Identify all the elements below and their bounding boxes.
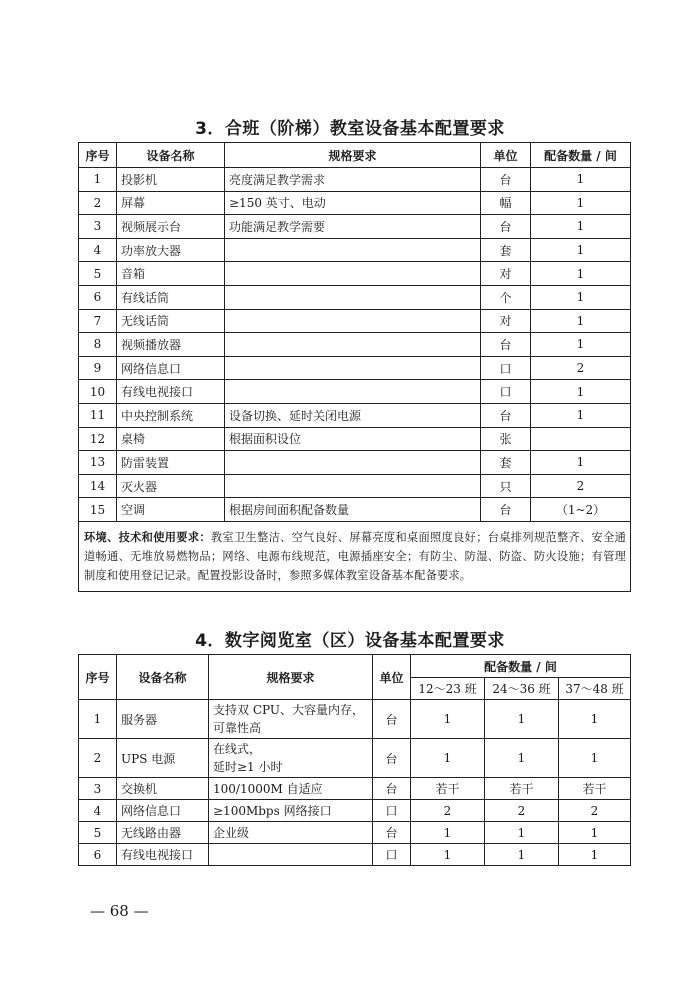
spec-requirement (225, 474, 481, 498)
row-number: 13 (79, 451, 117, 475)
spec-line: 企业级 (213, 825, 250, 840)
header-spec: 规格要求 (209, 655, 373, 700)
quantity-24-36: 2 (485, 800, 559, 822)
page-number: — 68 — (90, 902, 149, 920)
header-qty-group: 配备数量 / 间 (411, 655, 631, 678)
spec-requirement: 根据面积设位 (225, 427, 481, 451)
spec-requirement (209, 778, 373, 800)
table-row (79, 451, 631, 475)
table-row (79, 309, 631, 333)
quantity: 2 (531, 474, 631, 498)
spec-requirement (225, 262, 481, 286)
spec-line: 100/1000M 自适应 (213, 781, 323, 796)
unit: 台 (481, 333, 531, 357)
row-number: 5 (79, 262, 117, 286)
subheader-24-36: 24～36 班 (485, 678, 559, 700)
table-row (79, 498, 631, 522)
quantity-37-48: 若干 (559, 778, 631, 800)
row-number: 5 (79, 822, 117, 844)
table-header-row (79, 143, 631, 168)
quantity: 1 (531, 451, 631, 475)
table-row (79, 285, 631, 309)
unit: 套 (481, 451, 531, 475)
header-name: 设备名称 (117, 655, 209, 700)
quantity-12-23: 1 (411, 700, 485, 739)
unit: 台 (481, 168, 531, 192)
equipment-name: 桌椅 (117, 427, 225, 451)
spec-requirement: ≥150 英寸、电动 (225, 191, 481, 215)
spec-line: ≥100Mbps 网络接口 (213, 803, 332, 818)
spec-line: 可靠性高 (213, 721, 262, 735)
row-number: 7 (79, 309, 117, 333)
subheader-12-23: 12～23 班 (411, 678, 485, 700)
quantity: 1 (531, 309, 631, 333)
row-number: 2 (79, 739, 117, 778)
equipment-name: 无线路由器 (117, 822, 209, 844)
table-row (79, 356, 631, 380)
table-row (79, 380, 631, 404)
table-row (79, 739, 631, 778)
spec-line: 在线式， (213, 742, 262, 756)
row-number: 1 (79, 700, 117, 739)
unit: 台 (373, 778, 411, 800)
equipment-name: 视频展示台 (117, 215, 225, 239)
unit: 套 (481, 238, 531, 262)
header-unit: 单位 (373, 655, 411, 700)
quantity-37-48: 1 (559, 844, 631, 866)
table-row (79, 474, 631, 498)
quantity: （1~2） (531, 498, 631, 522)
quantity: 1 (531, 262, 631, 286)
section-4-title: 4．数字阅览室（区）设备基本配置要求 (195, 631, 505, 651)
spec-requirement: 功能满足教学需要 (225, 215, 481, 239)
spec-requirement: 亮度满足教学需求 (225, 168, 481, 192)
quantity-24-36: 1 (485, 844, 559, 866)
equipment-name: UPS 电源 (117, 739, 209, 778)
unit: 口 (481, 380, 531, 404)
spec-requirement (209, 800, 373, 822)
unit: 只 (481, 474, 531, 498)
note-label: 环境、技术和使用要求： (84, 530, 211, 544)
unit: 口 (373, 800, 411, 822)
row-number: 6 (79, 285, 117, 309)
quantity-37-48: 2 (559, 800, 631, 822)
row-number: 15 (79, 498, 117, 522)
quantity: 1 (531, 380, 631, 404)
spec-requirement (209, 822, 373, 844)
spec-requirement: 根据房间面积配备数量 (225, 498, 481, 522)
unit: 个 (481, 285, 531, 309)
quantity: 1 (531, 168, 631, 192)
unit: 口 (373, 844, 411, 866)
spec-requirement (225, 356, 481, 380)
quantity-37-48: 1 (559, 822, 631, 844)
quantity-24-36: 若干 (485, 778, 559, 800)
equipment-name: 投影机 (117, 168, 225, 192)
table-row (79, 333, 631, 357)
spec-requirement (225, 285, 481, 309)
quantity: 2 (531, 356, 631, 380)
quantity-12-23: 1 (411, 844, 485, 866)
table-row (79, 800, 631, 822)
quantity-12-23: 2 (411, 800, 485, 822)
unit: 台 (481, 498, 531, 522)
quantity-12-23: 1 (411, 739, 485, 778)
section-3-title: 3．合班（阶梯）教室设备基本配置要求 (195, 119, 505, 139)
unit: 幅 (481, 191, 531, 215)
quantity: 1 (531, 215, 631, 239)
equipment-name: 有线电视接口 (117, 380, 225, 404)
table-row (79, 778, 631, 800)
equipment-name: 功率放大器 (117, 238, 225, 262)
spec-requirement (225, 238, 481, 262)
row-number: 10 (79, 380, 117, 404)
unit: 对 (481, 309, 531, 333)
unit: 台 (481, 215, 531, 239)
spec-requirement (225, 309, 481, 333)
header-name: 设备名称 (117, 143, 225, 168)
equipment-name: 有线电视接口 (117, 844, 209, 866)
spec-requirement (209, 739, 373, 778)
row-number: 3 (79, 215, 117, 239)
unit: 张 (481, 427, 531, 451)
equipment-name: 网络信息口 (117, 356, 225, 380)
quantity-37-48: 1 (559, 739, 631, 778)
table-row (79, 844, 631, 866)
spec-requirement (209, 700, 373, 739)
digital-reading-room-table (78, 654, 631, 866)
row-number: 12 (79, 427, 117, 451)
equipment-name: 中央控制系统 (117, 403, 225, 427)
equipment-name: 网络信息口 (117, 800, 209, 822)
row-number: 4 (79, 800, 117, 822)
spec-requirement (225, 333, 481, 357)
row-number: 9 (79, 356, 117, 380)
equipment-name: 视频播放器 (117, 333, 225, 357)
equipment-name: 有线话筒 (117, 285, 225, 309)
row-number: 2 (79, 191, 117, 215)
spec-requirement: 设备切换、延时关闭电源 (225, 403, 481, 427)
quantity: 1 (531, 333, 631, 357)
table-header-row (79, 655, 631, 678)
equipment-name: 空调 (117, 498, 225, 522)
header-no: 序号 (79, 143, 117, 168)
quantity: 1 (531, 285, 631, 309)
quantity: 1 (531, 238, 631, 262)
table-row (79, 427, 631, 451)
subheader-37-48: 37～48 班 (559, 678, 631, 700)
row-number: 14 (79, 474, 117, 498)
note-text: 教室卫生整洁、空气良好、屏幕亮度和桌面照度良好；台桌排列规范整齐、安全通道畅通、无堆放易燃物品；网络、电源布线规范，电源插座安全；有防尘、防湿、防盗、防火设施；有管理制度和使用登记记录。配置投影设备时，参照多媒体教室设备基本配备要求。 (84, 530, 627, 582)
row-number: 1 (79, 168, 117, 192)
unit: 口 (481, 356, 531, 380)
equipment-name: 无线话筒 (117, 309, 225, 333)
quantity-24-36: 1 (485, 700, 559, 739)
table-row (79, 262, 631, 286)
equipment-name: 交换机 (117, 778, 209, 800)
unit: 台 (373, 739, 411, 778)
table-row (79, 822, 631, 844)
quantity: 1 (531, 403, 631, 427)
quantity: 1 (531, 191, 631, 215)
spec-line: 支持双 CPU、大容量内存， (213, 703, 364, 717)
table-row (79, 168, 631, 192)
quantity-37-48: 1 (559, 700, 631, 739)
classroom-equipment-table (78, 142, 631, 592)
quantity-24-36: 1 (485, 822, 559, 844)
table-row (79, 403, 631, 427)
header-no: 序号 (79, 655, 117, 700)
unit: 对 (481, 262, 531, 286)
header-qty: 配备数量 / 间 (531, 143, 631, 168)
spec-line: 延时≥1 小时 (213, 760, 283, 774)
requirements-note (79, 521, 631, 591)
row-number: 3 (79, 778, 117, 800)
row-number: 4 (79, 238, 117, 262)
quantity-12-23: 若干 (411, 778, 485, 800)
table-row (79, 191, 631, 215)
spec-requirement (209, 844, 373, 866)
unit: 台 (373, 700, 411, 739)
table-row (79, 238, 631, 262)
spec-requirement (225, 451, 481, 475)
header-spec: 规格要求 (225, 143, 481, 168)
unit: 台 (373, 822, 411, 844)
header-unit: 单位 (481, 143, 531, 168)
table-row (79, 215, 631, 239)
requirements-note-row (79, 521, 631, 591)
table-row (79, 700, 631, 739)
equipment-name: 灭火器 (117, 474, 225, 498)
unit: 台 (481, 403, 531, 427)
row-number: 6 (79, 844, 117, 866)
quantity (531, 427, 631, 451)
row-number: 11 (79, 403, 117, 427)
equipment-name: 防雷装置 (117, 451, 225, 475)
equipment-name: 音箱 (117, 262, 225, 286)
equipment-name: 屏幕 (117, 191, 225, 215)
spec-requirement (225, 380, 481, 404)
row-number: 8 (79, 333, 117, 357)
equipment-name: 服务器 (117, 700, 209, 739)
quantity-24-36: 1 (485, 739, 559, 778)
quantity-12-23: 1 (411, 822, 485, 844)
